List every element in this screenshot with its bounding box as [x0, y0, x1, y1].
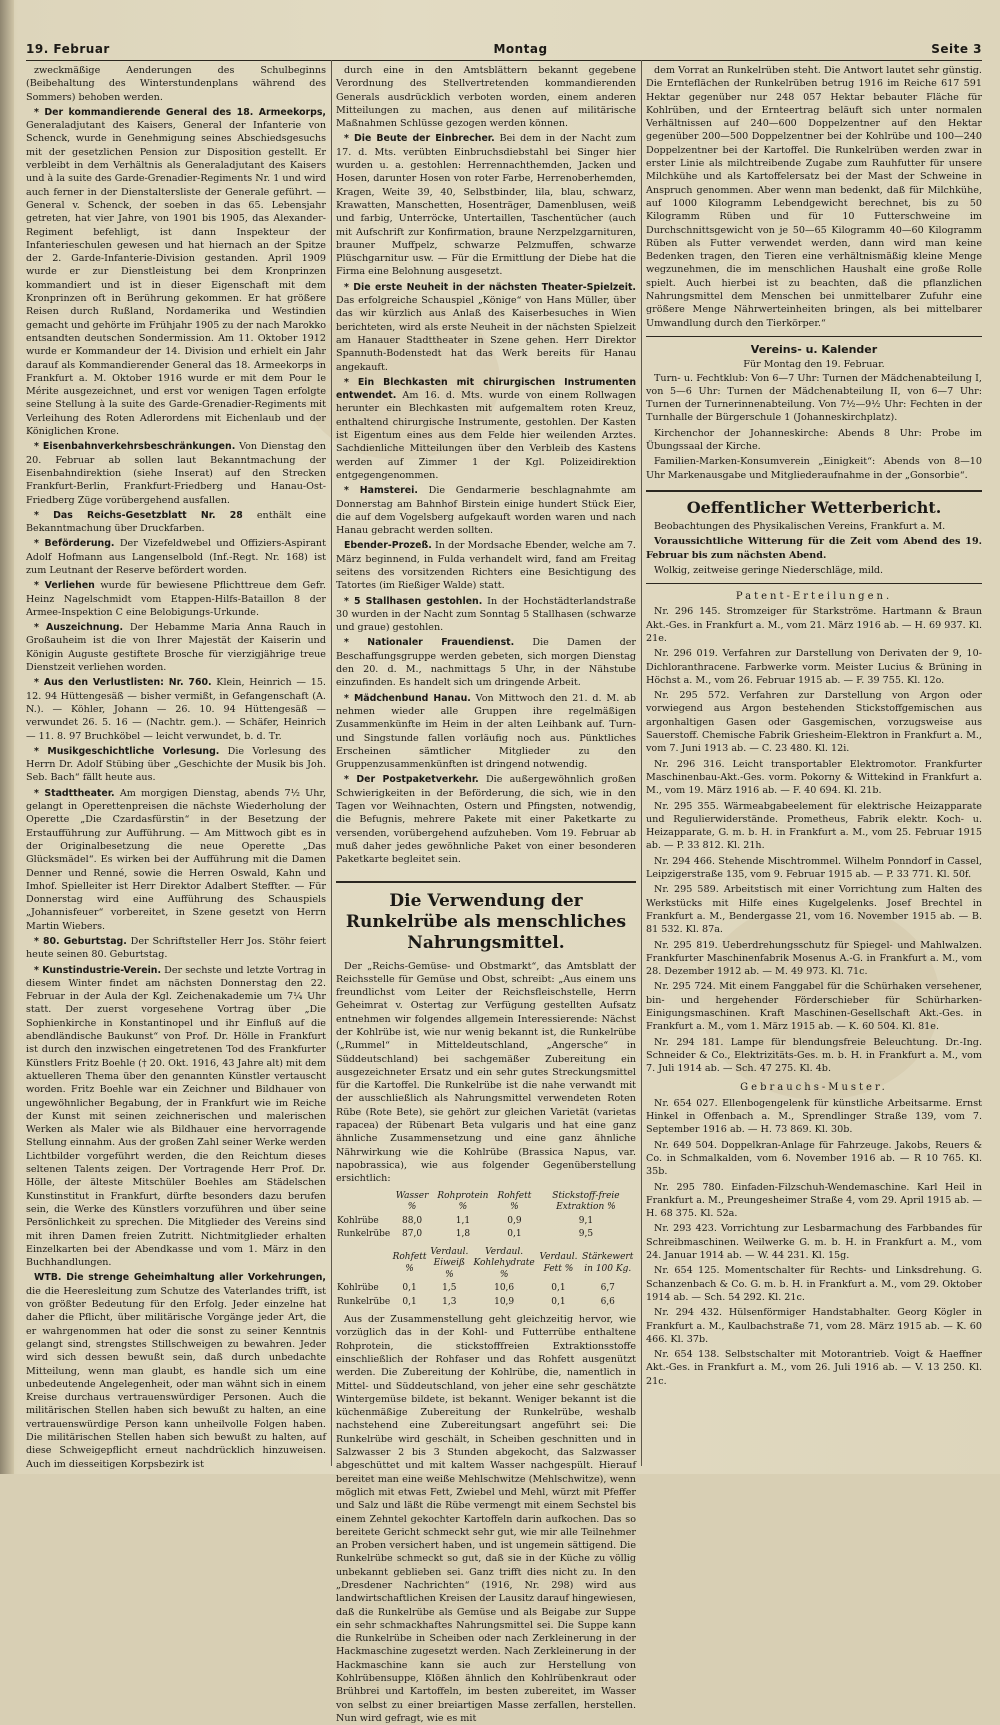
news-item	[336, 692, 636, 772]
gebrauchsmuster-entry: Nr. 293 423. Vorrichtung zur Lesbarmachung des Farbbandes für Schreibmaschinen. Weilwerke G. m. b. H. in Frankfurt a. M., vom 24. Januar 1914 ab. — W. 44 231. Kl. 15g.	[646, 1223, 982, 1262]
table-cell: 0,1	[402, 1296, 417, 1307]
news-item	[26, 579, 326, 619]
table-cell: 88,0	[402, 1215, 423, 1226]
patents-title: Patent-Erteilungen.	[735, 591, 893, 603]
patent-entry: Nr. 295 724. Mit einem Fanggabel für die Schürhaken versehener, bin- und hergehender Förderschieber für Schürharken-Einigungsmaschinen. Kraft Maschinen-Gesellschaft Akt.-Ges. in Frankfurt a. M., vom 1. März 1915 ab. — K. 60 504. Kl. 81e.	[646, 981, 982, 1033]
patent-entry: Nr. 294 466. Stehende Mischtrommel. Wilhelm Ponndorf in Cassel, Leipzigerstraße 135, vom 9. Februar 1915 ab. — P. 33 771. Kl. 50f.	[646, 855, 982, 881]
news-item-lead: * Der kommandierende General des 18. Armeekorps,	[34, 106, 326, 118]
news-item-text: Von Dienstag den 20. Februar ab sollen laut Bekanntmachung der Eisenbahndirektion (siehe Inserat) auf den Strecken Frankfurt-Berlin, Frankfurt-Friedberg und Hanau-Ost-Friedberg Züge vorübergehend ausfallen.	[26, 441, 326, 506]
weather-forecast-label: Voraussichtliche Witterung für die Zeit vom Abend des 19. Februar bis zum nächsten Abend.	[646, 536, 982, 561]
section-rule	[646, 336, 982, 337]
news-item-lead: * Die Beute der Einbrecher.	[344, 133, 495, 145]
news-item	[26, 621, 326, 674]
vereins-entry: Familien-Marken-Konsumverein „Einigkeit“: Abends von 8—10 Uhr Markenausgabe und Mitgliederaufnahme in der „Gonsorbie“.	[646, 456, 982, 481]
news-item	[336, 539, 636, 592]
news-item	[26, 935, 326, 962]
vereins-entry: Turn- u. Fechtklub: Von 6—7 Uhr: Turnen der Mädchenabteilung I, von 5—6 Uhr: Turnen der Mädchenabteilung II, von 6—7 Uhr: Turnen der Turnerinnenabteilung. Von 7½—9½ Uhr: Fechten in der Turnhalle der Bürgerschule 1 (Johanneskirchplatz).	[646, 372, 982, 424]
page-edge-shadow	[0, 0, 14, 1474]
news-item	[26, 745, 326, 785]
table-header-cell: Stärkewert in 100 Kg.	[582, 1252, 634, 1274]
table-row	[336, 1228, 636, 1242]
weather-source: Beobachtungen des Physikalischen Vereins, Frankfurt a. M.	[654, 520, 946, 532]
vereins-entry: Kirchenchor der Johanneskirche: Abends 8 Uhr: Probe im Übungssaal der Kirche.	[646, 427, 982, 453]
news-item	[336, 132, 636, 278]
table-header-cell: Verdaul. Kohlehydrate %	[473, 1246, 535, 1280]
table-row	[336, 1296, 636, 1310]
table-cell: 0,1	[551, 1296, 566, 1307]
news-item-lead: * Nationaler Frauendienst.	[344, 637, 515, 649]
news-item-text: In der Mordsache Ebender, welche am 7. März beginnend, in Fulda verhandelt wird, fand am Freitag seitens des vorsitzenden Richters eine Besichtigung des Tatortes (im Rießiger Walde) statt.	[336, 540, 636, 592]
nutrition-table-1	[336, 1190, 636, 1242]
table-cell: Kohlrübe	[337, 1283, 379, 1294]
news-item-text: Der Vizefeldwebel und Offiziers-Aspirant Adolf Hofmann aus Langenselbold (Inf.-Regt. Nr. 168) ist zum Leutnant der Reserve befördert worden.	[26, 538, 326, 576]
news-item-lead: WTB. Die strenge Geheimhaltung aller Vorkehrungen,	[34, 1272, 326, 1284]
table-header-cell: Rohfett %	[392, 1252, 427, 1274]
section-rule	[646, 583, 982, 584]
gebrauchsmuster-entry: Nr. 654 138. Selbstschalter mit Motorantrieb. Voigt & Haeffner Akt.-Ges. in Frankfurt a. M., vom 26. Juli 1916 ab. — V. 13 250. Kl. 21c.	[646, 1349, 982, 1387]
column-right	[646, 64, 982, 1466]
table-cell: 0,1	[551, 1283, 566, 1294]
news-item-lead: * Ein Blechkasten mit chirurgischen Instrumenten entwendet.	[336, 376, 636, 402]
table-cell: 10,9	[494, 1296, 515, 1307]
news-item-text: Die Damen der Beschaffungsgruppe werden gebeten, sich morgen Dienstag den 20. d. M., nachmittags 5 Uhr, in der Nähstube einzufinden. Es handelt sich um dringende Arbeit.	[336, 637, 636, 689]
nutrition-table-2	[336, 1246, 636, 1310]
column-left	[26, 64, 326, 1470]
news-item	[26, 106, 326, 438]
news-item	[26, 676, 326, 742]
table-header-cell: Wasser %	[395, 1190, 429, 1213]
news-item-text: Das erfolgreiche Schauspiel „Könige“ von Hans Müller, über das wir kürzlich aus Anlaß des Kaiserbesuches in Wien berichteten, wird als erste Neuheit in der nächsten Spielzeit am Hanauer Stadttheater in Szene gehen. Herr Direktor Spannuth-Bodenstedt hat das Werk bereits für Hanau angekauft.	[336, 295, 636, 373]
column-separator	[331, 60, 332, 1466]
news-item	[336, 281, 636, 374]
news-item-text: In der Hochstädterlandstraße 30 wurden in der Nacht zum Sonntag 5 Stallhasen (schwarze und graue) gestohlen.	[336, 595, 636, 634]
header-day: Montag	[493, 42, 548, 56]
weather-report-title: Oeffentlicher Wetterbericht.	[646, 490, 982, 518]
news-item-lead: * 80. Geburtstag.	[34, 936, 127, 947]
table-header-cell: Verdaul. Fett %	[539, 1252, 578, 1274]
news-item	[26, 509, 326, 536]
column-middle	[336, 64, 637, 1724]
news-item-lead: * Hamsterei.	[344, 485, 418, 497]
news-item-text: Von Mittwoch den 21. d. M. ab nehmen wieder alle Gruppen ihre regelmäßigen Zusammenkünfte im Heim in der alten Leihbank auf. Turn- und Singstunde fallen vorläufig noch aus. Pünktliches Erscheinen sämtlicher Mitglieder zu den Gruppenzusammenkünften ist dringend notwendig.	[336, 692, 636, 771]
article-intro: Der „Reichs-Gemüse- und Obstmarkt“, das Amtsblatt der Reichsstelle für Gemüse und Obst, schreibt: „Aus einem uns freundlichst vom Leiter der Reichsfleischstelle, Herrn Geheimrat v. Ostertag zur Verfügung gestellten Aufsatz entnehmen wir folgendes allgemein Interessierende: Nächst der Kohlrübe ist, wie nur wenig bekannt ist, die Runkelrübe („Rummel“ in Mitteldeutschland, „Angersche“ in Süddeutschland) bei sachgemäßer Zubereitung ein ausgezeichneter Ersatz und ein sehr gutes Streckungsmittel für die Kartoffel. Die Runkelrübe ist die nahe verwandt mit der ausschließlich als Nahrungsmittel verwendeten Roten Rübe (Rote Bete), sie gehört zur gleichen Varietät (varietas rapacea) der Rübenart Beta vulgaris und hat eine ganz ähnliche Zusammensetzung und eine ganz ähnliche Nährwirkung wie die Kohlrübe (Brassica Napus, var. napobrassica), wie aus folgender Gegenüberstellung ersichtlich:	[336, 960, 636, 1185]
news-item-text: Die Gendarmerie beschlagnahmte am Donnerstag am Bahnhof Birstein einige hundert Stück Eier, die auf dem Vogelsberg aufgekauft worden waren und nach Hanau gebracht werden sollten.	[336, 485, 636, 537]
local-news-list	[336, 64, 636, 867]
news-item-lead: * Aus den Verlustlisten: Nr. 760.	[34, 677, 212, 689]
news-item-lead: Ebender-Prozeß.	[344, 540, 432, 552]
table-cell: 9,1	[578, 1215, 594, 1226]
table-cell: 9,5	[578, 1229, 594, 1240]
news-item-text: Generaladjutant des Kaisers, General der Infanterie von Schenck, wurde in Genehmigung seines Abschiedsgesuchs mit der gesetzlichen Pension zur Disposition gestellt. Er verbleibt in dem Verhältnis als Generaladjutant des Kaisers und à la suite des Garde-Grenadier-Regiments Nr. 1 und wird auch ferner in der Dienstaltersliste der Generale geführt. — General v. Schenck, der soeben in das 65. Lebensjahr getreten, hat vier Jahre, von 1901 bis 1905, das Alexander-Regiment befehligt, ist dann Inspekteur der Infanterieschulen gewesen und hat hiernach an der Spitze der 2. Garde-Infanterie-Division gestanden. April 1909 wurde er zur Dienstleistung bei dem Kronprinzen kommandiert und ist in dieser Eigenschaft mit dem Kronprinzen oft in Berührung gekommen. Er hat größere Reisen durch Rußland, Nordamerika und Westindien gemacht und gehörte im Frühjahr 1905 zu der nach Marokko entsandten deutschen Sondermission. Am 11. Oktober 1912 wurde er Kommandeur der 14. Division und erhielt ein Jahr darauf als Kommandierender General das 18. Armeekorps in Frankfurt a. M. Oktober 1916 wurde er mit dem Pour le Mérite ausgezeichnet, und erst vor wenigen Tagen erfolgte seine Stellung à la suite des Garde-Grenadier-Regiments mit Verleihung des Roten Adlerordens mit Eichenlaub und der Königlichen Krone.	[26, 120, 326, 438]
article-headline: Die Verwendung der Runkelrübe als menschliches Nahrungsmittel.	[336, 881, 636, 954]
news-item	[26, 64, 326, 104]
vereins-kalender-title: Vereins- u. Kalender	[750, 342, 878, 356]
news-item	[26, 964, 326, 1270]
news-item-text: durch eine in den Amtsblättern bekannt gegebene Verordnung des Stellvertretenden kommandierenden Generals ausdrücklich verboten worden, einem anderen Mitteilungen zu machen, aus denen auf militärische Maßnahmen Schlüsse gezogen werden können.	[336, 65, 636, 130]
news-item-text: Am 16. d. Mts. wurde von einem Rollwagen herunter ein Blechkasten mit aufgemaltem roten Kreuz, enthaltend chirurgische Instrumente, gestohlen. Der Kasten ist Eigentum eines aus dem Felde hier weilenden Arztes. Sachdienliche Mitteilungen über den Verbleib des Kastens werden auf Zimmer 1 der Kgl. Polizeidirektion entgegengenommen.	[336, 390, 636, 481]
vereins-kalender-entries	[646, 372, 982, 482]
table-cell: 1,1	[455, 1215, 471, 1226]
news-item-text: Der Hebamme Maria Anna Rauch in Großauheim ist die von Ihrer Majestät der Kaiserin und Königin Auguste gestiftete Brosche für vierzigjährige treue Dienstzeit verliehen worden.	[26, 622, 326, 674]
news-item	[336, 595, 636, 635]
news-item	[336, 773, 636, 866]
news-item-text: Die Vorlesung des Herrn Dr. Adolf Stübing über „Geschichte der Musik bis Joh. Seb. Bach“ fällt heute aus.	[26, 745, 326, 784]
table-header-cell: Rohfett %	[497, 1190, 532, 1213]
news-item	[26, 537, 326, 577]
table-row	[336, 1215, 636, 1229]
news-item	[26, 787, 326, 933]
article-body: Aus der Zusammenstellung geht gleichzeitig hervor, wie vorzüglich das in der Kohl- und Futterrübe enthaltene Rohprotein, die stickstofffreien Extraktionsstoffe einschließlich der Rohfaser und das Rohfett ausgenützt werden. Die Zubereitung der Kohlrübe, die, namentlich in Mittel- und Süddeutschland, von jeher eine sehr geschätzte Wintergemüse bildete, ist bekannt. Weniger bekannt ist die küchenmäßige Zubereitung der Runkelrübe, weshalb nachstehend eine Zubereitungsart angeführt sei: Die Runkelrübe wird geschält, in Scheiben geschnitten und in Salzwasser 2 bis 3 Stunden abgekocht, das Salzwasser abgeschüttet und mit kaltem Wasser nachgespült. Hierauf bereitet man eine weiße Mehlschwitze (Mehlschwitze), wenn möglich mit etwas Fett, Zwiebel und Mehl, würzt mit Pfeffer und Salz und läßt die Rübe vermengt mit einem Sechstel bis einem Zehntel gekochter Kartoffeln darin aufkochen. Das so bereitete Gericht schmeckt sehr gut, wie mir alle Teilnehmer an Proben versichert haben, und ist ungemein sättigend. Die Runkelrübe schmeckt so gut, daß sie in der Küche zu völlig unbekannt geblieben sei. Ganz trifft dies nicht zu. In den „Dresdener Nachrichten“ (1916, Nr. 298) wird aus landwirtschaftlichen Kreisen der Lausitz darauf hingewiesen, daß die Runkelrübe als Gemüse und als Beigabe zur Suppe ein sehr schmackhaftes Nahrungsmittel sei. Die Suppe kann die Runkelrübe in Scheiben oder nach Zerkleinerung in der Hackmaschine zugesetzt werden. Nach Zerkleinerung in der Hackmaschine kann sie auch zur Herstellung von Kohlrübensuppe, Klößen ähnlich den Kohlrübenkraut oder Brühbrei und Kartoffeln, im besten zubereitet, im Wasser von selbst zu einer breiartigen Masse zerfallen, herstellen. Nun wird gefragt, wie es mit	[336, 1314, 637, 1724]
patent-entry: Nr. 295 819. Ueberdrehungsschutz für Spiegel- und Mahlwalzen. Frankfurter Maschinenfabrik Mosenus A.-G. in Frankfurt a. M., vom 28. Dezember 1912 ab. — M. 49 973. Kl. 71c.	[646, 939, 982, 978]
news-item-text: enthält eine Bekanntmachung über Druckfarben.	[26, 509, 326, 535]
vereins-kalender-subtitle: Für Montag den 19. Februar.	[743, 359, 885, 371]
table-header-cell	[336, 1246, 391, 1283]
news-item-lead: * Stadttheater.	[34, 787, 115, 799]
table-header-cell: Verdaul. Eiweiß %	[430, 1246, 469, 1280]
news-item-lead: * Verliehen	[34, 580, 95, 592]
table-cell: Runkelrübe	[337, 1229, 391, 1240]
news-item	[336, 484, 636, 537]
news-item-lead: * Der Postpaketverkehr.	[344, 774, 479, 786]
table-cell: 10,6	[494, 1283, 515, 1294]
patent-entry: Nr. 296 145. Stromzeiger für Starkströme. Hartmann & Braun Akt.-Ges. in Frankfurt a. M., vom 21. März 1916 ab. — H. 69 937. Kl. 21e.	[646, 606, 982, 644]
table-cell: 0,1	[402, 1283, 417, 1294]
table-row	[336, 1282, 636, 1296]
table-cell: 6,7	[600, 1283, 615, 1294]
table-cell: 6,6	[600, 1296, 615, 1307]
news-item	[336, 64, 636, 130]
patents-list	[646, 605, 982, 1075]
news-item-text: zweckmäßige Aenderungen des Schulbeginns (Beibehaltung des Winterstundenplans während des Sommers) behoben werden.	[26, 65, 326, 103]
patent-entry: Nr. 296 019. Verfahren zur Darstellung von Derivaten der 9, 10-Dichloranthracene. Farbwerke vorm. Meister Lucius & Brüning in Höchst a. M., vom 26. Februar 1915 ab. — F. 39 755. Kl. 12o.	[646, 648, 982, 686]
header-date: 19. Februar	[26, 42, 110, 56]
table-cell: 1,5	[442, 1283, 457, 1294]
news-item-lead: * Mädchenbund Hanau.	[344, 692, 471, 704]
news-item	[26, 440, 326, 506]
news-item-lead: * 5 Stallhasen gestohlen.	[344, 595, 483, 607]
news-item-lead: * Eisenbahnverkehrsbeschränkungen.	[34, 441, 236, 453]
news-item-text: die die Heeresleitung zum Schutze des Vaterlandes trifft, ist von größter Bedeutung für den Erfolg. Jeder einzelne hat daher die Pflicht, über militärische Vorgänge jeder Art, die er wahrgenommen hat oder die sonst zu seiner Kenntnis gelangt sind, strengstes Stillschweigen zu bewahren. Jeder wird sich dessen bewußt sein, daß durch unbedachte Mitteilung, wenn man glaubt, es handle sich um eine unbedeutende Angelegenheit, oder man wähnt sich in einem Kreise durchaus vertrauenswürdiger Personen. Auch die militärischen Stellen haben sich bewußt zu halten, an eine vertrauenswürdige Person kann unheilvolle Folgen haben. Die militärischen Stellen haben sich bewußt zu halten, auf diese Schweigepflicht erneut nachdrücklich hinzuweisen. Auch im diesseitigen Korpsbezirk ist	[26, 1285, 326, 1470]
news-item-lead: * Kunstindustrie-Verein.	[34, 964, 162, 976]
news-item-lead: * Musikgeschichtliche Vorlesung.	[34, 745, 220, 757]
weather-forecast: Wolkig, zeitweise geringe Niederschläge, mild.	[654, 564, 884, 576]
news-item-lead: * Das Reichs-Gesetzblatt Nr. 28	[34, 509, 243, 521]
header-rule	[26, 60, 982, 61]
table-header-cell	[336, 1190, 391, 1215]
patent-entry: Nr. 295 572. Verfahren zur Darstellung von Argon oder vorwiegend aus Argon bestehenden Stickstoffgemischen aus argonhaltigen Gasen oder Gasgemischen, vorzugsweise aus Sauerstoff. Chemische Fabrik Griesheim-Elektron in Frankfurt a. M., vom 7. Juni 1913 ab. — C. 23 480. Kl. 12i.	[646, 690, 982, 755]
news-item-text: Die außergewöhnlich großen Schwierigkeiten in der Beförderung, die sich, wie in den Tagen vor Weihnachten, Ostern und Pfingsten, notwendig, die Befugnis, mehrere Pakete mit einer Paketkarte zu versenden, vorübergehend aufzuheben. Vom 19. Februar ab muß daher jedes gewöhnliche Paket von einer besonderen Paketkarte begleitet sein.	[336, 774, 636, 866]
table-cell: 1,3	[442, 1296, 457, 1307]
news-item	[336, 636, 636, 689]
news-item-text: Bei dem in der Nacht zum 17. d. Mts. verübten Einbruchsdiebstahl bei Singer hier wurden u. a. gestohlen: Herrennachthemden, Jacken und Hosen, darunter Hosen von roter Farbe, Herrenoberhemden, Kragen, Weite 39, 40, Selbstbinder, lila, blau, schwarz, Krawatten, Manschetten, Hosenträger, Damenblusen, weiß und farbig, Unterröcke, Untertaillen, Taschentücher (auch mit Aufschrift zur Konfirmation, braune Nerzpelzgarnituren, brauner Muffpelz, schwarze Pelzmuffen, schwarze Plüschgarnitur usw. — Für die Ermittlung der Diebe hat die Firma eine Belohnung ausgesetzt.	[336, 133, 636, 278]
gebrauchsmuster-entry: Nr. 649 504. Doppelkran-Anlage für Fahrzeuge. Jakobs, Reuers & Co. in Schmalkalden, vom 6. November 1916 ab. — R 10 765. Kl. 35b.	[646, 1139, 982, 1178]
table-cell: 87,0	[402, 1229, 423, 1240]
gebrauchsmuster-title: Gebrauchs-Muster.	[740, 1082, 888, 1094]
table-cell: Kohlrübe	[337, 1215, 379, 1226]
patent-entry: Nr. 295 355. Wärmeabgabeelement für elektrische Heizapparate und Regulierwiderstände. Prometheus, Fabrik elektr. Koch- u. Heizapparate, G. m. b. H. in Frankfurt a. M., vom 25. Februar 1915 ab. — P. 33 812. Kl. 21h.	[646, 800, 982, 852]
table-cell: 1,8	[455, 1229, 471, 1240]
news-item-text: Der Schriftsteller Herr Jos. Stöhr feiert heute seinen 80. Geburtstag.	[26, 936, 326, 961]
news-item	[26, 1271, 326, 1470]
article-continuation: dem Vorrat an Runkelrüben steht. Die Antwort lautet sehr günstig. Die Ernteflächen der Runkelrüben betrug 1916 im Reiche 617 591 Hektar gegenüber nur 248 057 Hektar bebauter Fläche für Kohlrüben, und der Ernteertrag beläuft sich unter normalen Verhältnissen auf 240—600 Doppelzentner auf den Hektar gegenüber 200—500 Doppelzentner bei der Kohlrübe und 100—240 Doppelzentner bei der Kartoffel. Die Runkelrüben werden zwar in erster Linie als milchtreibende Zugabe zum Rauhfutter für unsere Milchkühe und als Kartoffelersatz bei der Mast der Schweine in Anspruch genommen. Aber wenn man bedenkt, daß für Milchkühe, auf 1000 Kilogramm Lebendgewicht berechnet, bis zu 50 Kilogramm Rüben und für 10 Futterschweine im Durchschnittsgewicht von je 50—65 Kilogramm 40—60 Kilogramm Rüben als Futter verwendet werden, dann wird man keine Bedenken tragen, den Tieren eine verhältnismäßig kleine Menge wegzunehmen, die im menschlichen Haushalt eine große Rolle spielt. Auch hierbei ist zu beachten, daß die pflanzlichen Nahrungsmittel dem Menschen bei unmittelbarer Zufuhr eine größere Menge Nährwerteinheiten bringen, als bei mittelbarer Umwandlung durch den Tierkörper.“	[646, 65, 982, 329]
news-item	[336, 376, 636, 482]
news-item-lead: * Die erste Neuheit in der nächsten Theater-Spielzeit.	[344, 281, 636, 293]
gebrauchsmuster-entry: Nr. 295 780. Einfaden-Filzschuh-Wendemaschine. Karl Heil in Frankfurt a. M., Preungesheimer Straße 4, vom 29. April 1915 ab. — H. 68 375. Kl. 52a.	[646, 1181, 982, 1220]
patent-entry: Nr. 295 589. Arbeitstisch mit einer Vorrichtung zum Halten des Werkstücks mit Hilfe eines Kugelgelenks. Josef Brechtel in Frankfurt a. M., Bendergasse 21, vom 16. November 1915 ab. — B. 81 532. Kl. 87a.	[646, 884, 982, 936]
table-cell: 0,1	[507, 1229, 522, 1240]
column-separator	[641, 60, 642, 1466]
page-header	[26, 40, 982, 58]
news-item-text: Der sechste und letzte Vortrag in diesem Winter findet am nächsten Donnerstag den 22. Februar in der Aula der Kgl. Zeichenakademie um 7¼ Uhr statt. Der zuerst vorgesehene Vortrag über „Die Sophienkirche in Konstantinopel und ihr Einfluß auf die abendländische Baukunst“ von Prof. Dr. Hölle in Frankfurt ist durch den inzwischen eingetretenen Tod des Frankfurter Künstlers Fritz Boehle († 20. Okt. 1916, 43 Jahre alt) mit dem aktuelleren Thema über den genannten Künstler vertauscht worden. Fritz Boehle war ein Zeichner und Bildhauer von ungewöhnlicher Begabung, der in Frankfurt wie im Reiche der Kunst mit seinen zeichnerischen und malerischen Werken als Maler wie als Bildhauer eine hervorragende Stellung einnahm. Aus der großen Zahl seiner Werke werden Lichtbilder vorgeführt werden, die den Reichtum dieses seltenen Talents zeigen. Der Vortragende Herr Prof. Dr. Hölle, der älteste Mitschüler Boehles am Städelschen Kunstinstitut in Frankfurt, dürfte besonders dazu berufen sein, die Werke des Künstlers vorzuführen und über seine Persönlichkeit zu sprechen. Die Mitglieder des Vereins sind mit ihren Damen freien Zutritt. Nichtmitglieder erhalten Einzelkarten bei der Abendkasse und vom 1. März in den Buchhandlungen.	[26, 964, 326, 1269]
gebrauchsmuster-entry: Nr. 654 027. Ellenbogengelenk für künstliche Arbeitsarme. Ernst Hinkel in Offenbach a. M., Sprendlinger Straße 139, vom 7. September 1916 ab. — H. 73 869. Kl. 30b.	[646, 1097, 982, 1136]
table-cell: 0,9	[507, 1215, 522, 1226]
news-item-lead: * Beförderung.	[34, 538, 115, 550]
news-item-text: wurde für bewiesene Pflichttreue dem Gefr. Heinz Nagelschmidt vom Etappen-Hilfs-Bataillon 8 der Armee-Inspektion C eine Belobigungs-Urkunde.	[26, 580, 326, 618]
table-header-cell: Rohprotein %	[437, 1190, 489, 1213]
news-item-text: Klein, Heinrich — 15. 12. 94 Hüttengesäß — bisher vermißt, in Gefangenschaft (A. N.). — Köhler, Johann — 26. 10. 94 Hüttengesäß — verwundet 26. 5. 16 — (Nachtr. gem.). — Schäfer, Heinrich — 11. 8. 97 Bruchköbel — leicht verwundet, b. d. Tr.	[26, 677, 326, 742]
gebrauchsmuster-entry: Nr. 654 125. Momentschalter für Rechts- und Linksdrehung. G. Schanzenbach & Co. G. m. b. H. in Frankfurt a. M., vom 29. Oktober 1914 ab. — Sch. 54 292. Kl. 21c.	[646, 1265, 982, 1303]
patent-entry: Nr. 296 316. Leicht transportabler Elektromotor. Frankfurter Maschinenbau-Akt.-Ges. vorm. Pokorny & Wittekind in Frankfurt a. M., vom 19. März 1916 ab. — F. 40 694. Kl. 21b.	[646, 758, 982, 797]
news-item-text: Am morgigen Dienstag, abends 7½ Uhr, gelangt in Operettenpreisen die nächste Wiederholung der Operette „Die Czardasfürstin“ in der Besetzung der Erstaufführung zur Aufführung. — Am Mittwoch gibt es in der Originalbesetzung die neue Operette „Das Glücksmädel“. Es wirken bei der Aufführung mit die Damen Denner und Renné, sowie die Herren Oswald, Kahn und Imhof. Spielleiter ist Herr Direktor Adalbert Steffter. — Für Donnerstag wird eine Aufführung des Schauspiels „Johannisfeuer“ vorbereitet, in Szene gesetzt von Herrn Martin Wiebers.	[26, 787, 326, 932]
table-header-cell: Stickstoff-freie Extraktion %	[552, 1190, 620, 1213]
header-page-number: Seite 3	[931, 42, 982, 56]
table-cell: Runkelrübe	[337, 1296, 391, 1307]
news-item-lead: * Auszeichnung.	[34, 622, 124, 634]
gebrauchsmuster-list	[646, 1097, 982, 1388]
patent-entry: Nr. 294 181. Lampe für blendungsfreie Beleuchtung. Dr.-Ing. Schneider & Co., Elektrizitäts-Ges. m. b. H. in Frankfurt a. M., vom 7. Juli 1914 ab. — Sch. 47 275. Kl. 4b.	[646, 1036, 982, 1075]
gebrauchsmuster-entry: Nr. 294 432. Hülsenförmiger Handstabhalter. Georg Kögler in Frankfurt a. M., Kaulbachstraße 71, vom 28. März 1915 ab. — K. 60 466. Kl. 37b.	[646, 1307, 982, 1345]
